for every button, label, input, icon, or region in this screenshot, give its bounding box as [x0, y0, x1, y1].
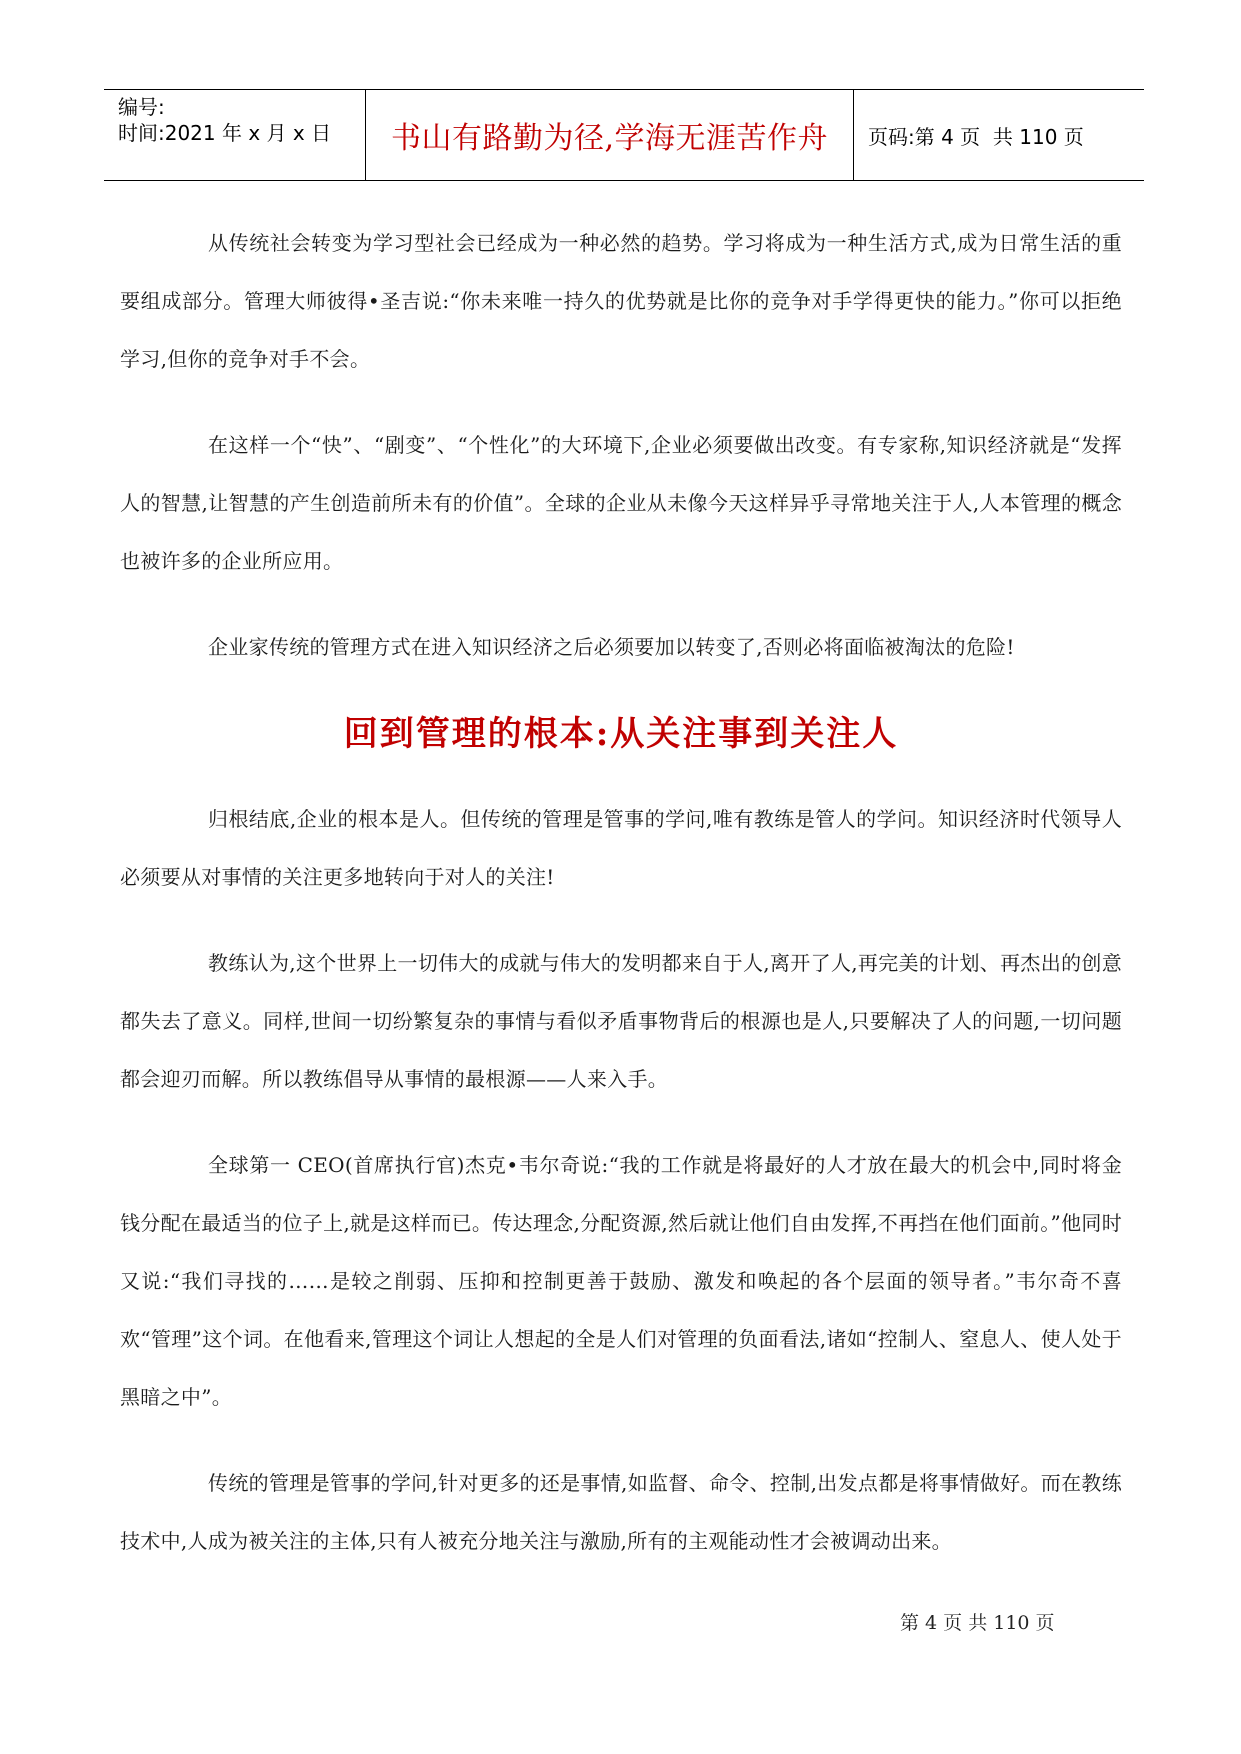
paragraph: 归根结底,企业的根本是人。但传统的管理是管事的学问,唯有教练是管人的学问。知识经济时代领导人必须要从对事情的关注更多地转向于对人的关注!	[120, 807, 1122, 889]
document-body	[120, 214, 1122, 1598]
header-page-info	[854, 90, 1144, 180]
paragraph: 企业家传统的管理方式在进入知识经济之后必须要加以转变了,否则必将面临被淘汰的危险!	[208, 635, 1015, 659]
paragraph: 全球第一 CEO(首席执行官)杰克•韦尔奇说:“我的工作就是将最好的人才放在最大的机会中,同时将金钱分配在最适当的位子上,就是这样而已。传达理念,分配资源,然后就让他们自由发挥,不再挡在他们面前。”他同时又说:“我们寻找的……是较之削弱、压抑和控制更善于鼓励、激发和唤起的各个层面的领导者。”韦尔奇不喜欢“管理”这个词。在他看来,管理这个词让人想起的全是人们对管理的负面看法,诸如“控制人、窒息人、使人处于黑暗之中”。	[120, 1153, 1122, 1409]
header-meta	[104, 90, 366, 180]
document-number-label: 编号:	[118, 95, 165, 119]
paragraph: 传统的管理是管事的学问,针对更多的还是事情,如监督、命令、控制,出发点都是将事情做好。而在教练技术中,人成为被关注的主体,只有人被充分地关注与激励,所有的主观能动性才会被调动出来。	[120, 1471, 1122, 1553]
page-header	[104, 89, 1144, 181]
header-motto: 书山有路勤为径,学海无涯苦作舟	[366, 90, 854, 180]
paragraph: 教练认为,这个世界上一切伟大的成就与伟大的发明都来自于人,离开了人,再完美的计划、再杰出的创意都失去了意义。同样,世间一切纷繁复杂的事情与看似矛盾事物背后的根源也是人,只要解决了人的问题,一切问题都会迎刃而解。所以教练倡导从事情的最根源——人来入手。	[120, 951, 1122, 1091]
paragraph: 在这样一个“快”、“剧变”、“个性化”的大环境下,企业必须要做出改变。有专家称,知识经济就是“发挥人的智慧,让智慧的产生创造前所未有的价值”。全球的企业从未像今天这样异乎寻常地关注于人,人本管理的概念也被许多的企业所应用。	[120, 433, 1122, 573]
section-heading: 回到管理的根本:从关注事到关注人	[343, 714, 899, 754]
header-page-info-text: 页码:第 4 页 共 110 页	[868, 124, 1084, 149]
document-time-label: 时间:2021 年 x 月 x 日	[118, 121, 332, 145]
page-footer: 第 4 页 共 110 页	[900, 1612, 1055, 1634]
paragraph: 从传统社会转变为学习型社会已经成为一种必然的趋势。学习将成为一种生活方式,成为日常生活的重要组成部分。管理大师彼得•圣吉说:“你未来唯一持久的优势就是比你的竞争对手学得更快的能力。”你可以拒绝学习,但你的竞争对手不会。	[120, 231, 1122, 371]
